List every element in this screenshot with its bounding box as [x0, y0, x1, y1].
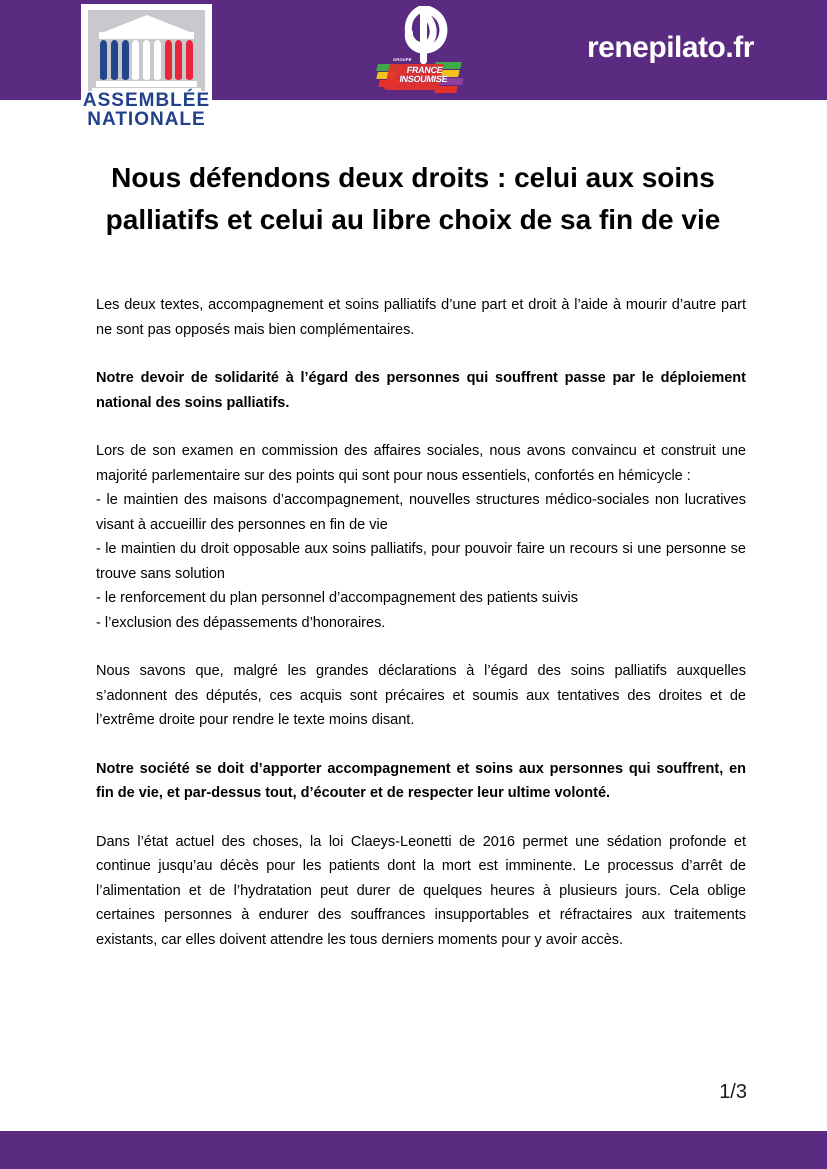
page-number: 1/3	[719, 1081, 747, 1103]
page-title-line1: Nous défendons deux droits : celui aux soins	[111, 162, 715, 193]
paragraph-p6: Dans l’état actuel des choses, la loi Claeys-Leonetti de 2016 permet une sédation profonde et continue jusqu’au décès pour les patients dont la mort est imminente. Le processus d’arrêt de l’alimentation et de l’hydratation peut durer de quelques heures à plusieurs jours. Cela oblige certaines personnes à endurer des souffrances insupportables et réfractaires aux traitements existants, car elles doivent attendre les tous derniers moments pour y avoir accès.	[96, 833, 746, 948]
assemblee-logo-text	[81, 91, 212, 127]
bullet-item-2: - le maintien du droit opposable aux soins palliatifs, pour pouvoir faire un recours si une personne se trouve sans solution	[96, 541, 746, 582]
france-insoumise-label	[388, 66, 461, 84]
france-insoumise-logo	[377, 6, 469, 94]
column-blue-2	[111, 40, 118, 80]
france-insoumise-line1: FRANCE	[406, 65, 444, 75]
paragraph-p3: Lors de son examen en commission des affaires sociales, nous avons convaincu et construit une majorité parlementaire sur des points qui sont pour nous essentiels, confortés en hémicycle :	[96, 443, 746, 484]
bullet-item-4: - l’exclusion des dépassements d’honoraires.	[96, 614, 386, 631]
paragraph-p2: Notre devoir de solidarité à l’égard des personnes qui souffrent passe par le déploiement national des soins palliatifs.	[96, 370, 746, 411]
column-blue-1	[100, 40, 107, 80]
assemblee-architrave	[99, 32, 194, 39]
footer-bar	[0, 1131, 827, 1169]
paragraph-p1: Les deux textes, accompagnement et soins palliatifs d’une part et droit à l’aide à mourir d’autre part ne sont pas opposés mais bien complémentaires.	[96, 297, 746, 338]
site-name: renepilato.fr	[587, 31, 754, 64]
column-red-2	[175, 40, 182, 80]
france-insoumise-line2: INSOUMISE	[398, 74, 449, 84]
paragraph-p4: Nous savons que, malgré les grandes déclarations à l’égard des soins palliatifs auxquelles s’adonnent des députés, ces acquis sont précaires et soumis aux tentatives des droites et de l’extrême droite pour rendre le texte moins disant.	[96, 663, 746, 728]
paragraph-p5: Notre société se doit d’apporter accompagnement et soins aux personnes qui souffrent, en fin de vie, et par-dessus tout, d’écouter et de respecter leur ultime volonté.	[96, 760, 746, 801]
page-title-line2: palliatifs et celui au libre choix de sa fin de vie	[105, 204, 721, 235]
column-red-3	[186, 40, 193, 80]
column-white-2	[143, 40, 150, 80]
france-insoumise-color-bars	[377, 54, 469, 94]
document-body	[96, 293, 746, 976]
assemblee-logo-line2: NATIONALE	[87, 109, 206, 127]
column-white-1	[132, 40, 139, 80]
bullet-item-1: - le maintien des maisons d’accompagnement, nouvelles structures médico-sociales non lucratives visant à accueillir des personnes en fin de vie	[96, 492, 746, 533]
column-blue-3	[122, 40, 129, 80]
assemblee-building-plate	[88, 10, 205, 91]
page-title	[63, 157, 763, 241]
france-insoumise-tagline: GROUPE	[392, 57, 412, 62]
bullet-item-3: - le renforcement du plan personnel d’accompagnement des patients suivis	[96, 590, 578, 606]
assemblee-nationale-logo	[81, 4, 212, 127]
assemblee-columns	[100, 40, 193, 80]
column-red-1	[165, 40, 172, 80]
assemblee-logo-line1: ASSEMBLÉE	[82, 90, 211, 111]
column-white-3	[154, 40, 161, 80]
assemblee-base-upper	[96, 81, 197, 87]
